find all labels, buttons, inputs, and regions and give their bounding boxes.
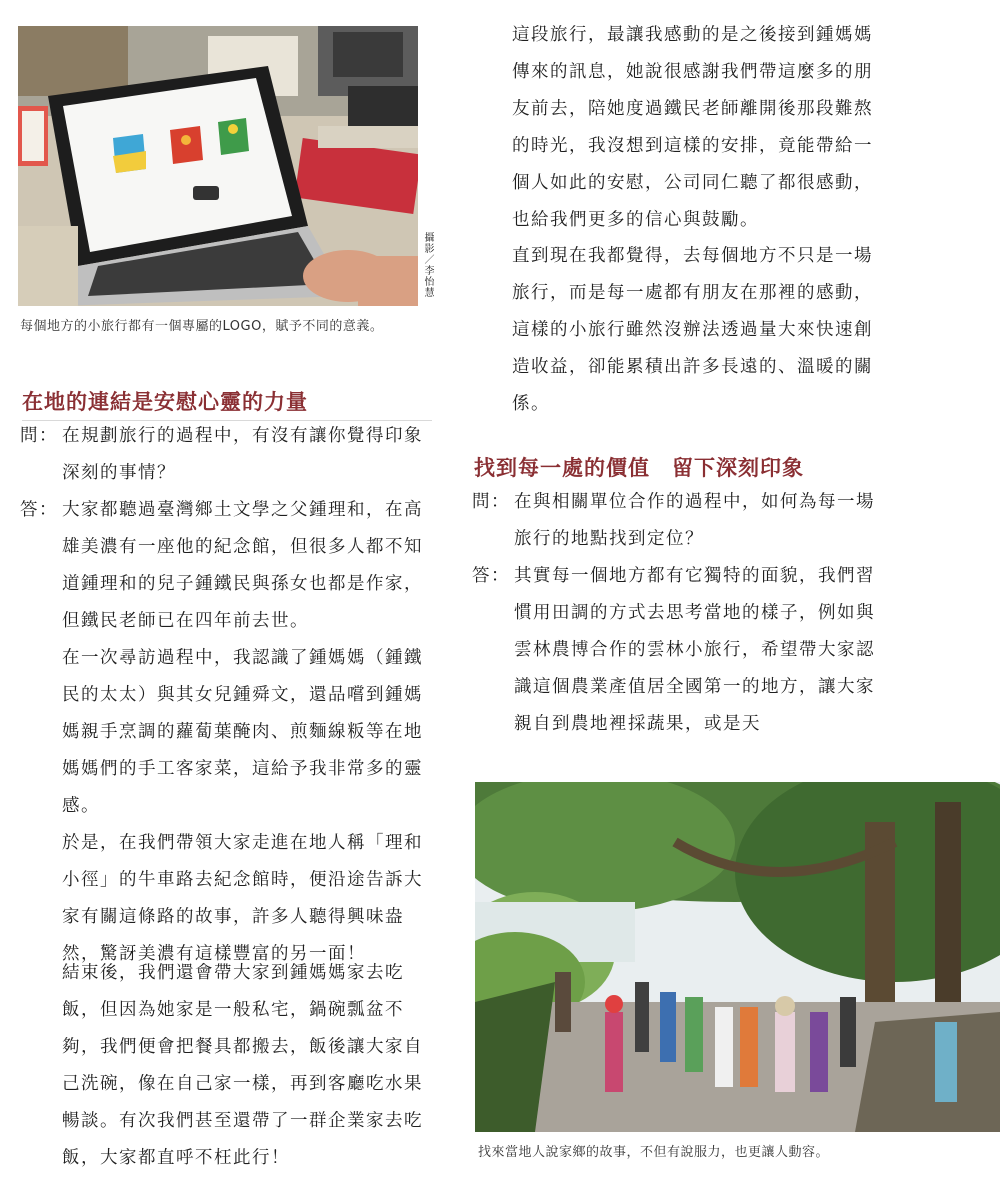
section-heading-local-connection: 在地的連結是安慰心靈的力量	[22, 389, 308, 414]
answer-text-2: 其實每一個地方都有它獨特的面貌，我們習慣用田調的方式去思考當地的樣子，例如與雲林農博合作的雲林小旅行，希望帶大家認識這個農業產值居全國第一的地方，讓大家親自到農地裡採蔬果，或是天	[514, 566, 875, 734]
answer-block-2	[472, 558, 882, 743]
answer-text: 大家都聽過臺灣鄉土文學之父鍾理和，在高雄美濃有一座他的紀念館，但很多人都不知道鍾理和的兒子鍾鐵民與孫女也都是作家，但鐵民老師已在四年前去世。	[62, 500, 423, 631]
photo-tour-group	[475, 782, 1000, 1132]
paragraph-lihe-trail: 於是，在我們帶領大家走進在地人稱「理和小徑」的牛車路去紀念館時，便沿途告訴大家有關這條路的故事，許多人聽得興味盎然，驚訝美濃有這樣豐富的另一面！	[62, 833, 423, 964]
question-label-2: 問：	[472, 492, 510, 512]
answer-label-2: 答：	[472, 566, 510, 586]
answer-block-1	[20, 492, 427, 640]
tour-group-illustration	[475, 782, 1000, 1132]
section-heading-finding-value: 找到每一處的價值 留下深刻印象	[474, 455, 804, 480]
photo-laptop-logos	[18, 26, 418, 306]
answer-label: 答：	[20, 500, 58, 520]
question-block-2	[472, 484, 882, 558]
question-block-1	[20, 418, 427, 492]
paragraph-dinner-visit: 結束後，我們還會帶大家到鍾媽媽家去吃飯，但因為她家是一般私宅，鍋碗瓢盆不夠，我們便會把餐具都搬去，飯後讓大家自己洗碗，像在自己家一樣，再到客廳吃水果暢談。有次我們甚至還帶了一群企業家去吃飯，大家都直呼不枉此行！	[62, 963, 423, 1168]
photo-caption-top: 每個地方的小旅行都有一個專屬的LOGO，賦予不同的意義。	[20, 319, 384, 334]
photo-caption-bottom: 找來當地人說家鄉的故事，不但有說服力，也更讓人動容。	[478, 1145, 830, 1160]
question-label: 問：	[20, 426, 58, 446]
laptop-illustration	[18, 26, 418, 306]
paragraph-meeting-mrs-chung: 在一次尋訪過程中，我認識了鍾媽媽（鍾鐵民的太太）與其女兒鍾舜文，還品嚐到鍾媽媽親手烹調的蘿蔔葉醃肉、煎麵線粄等在地媽媽們的手工客家菜，這給予我非常多的靈感。	[62, 648, 423, 816]
paragraph-lasting-relations: 直到現在我都覺得，去每個地方不只是一場旅行，而是每一處都有朋友在那裡的感動，這樣的小旅行雖然沒辦法透過量大來快速創造收益，卻能累積出許多長遠的、溫暖的關係。	[512, 246, 873, 414]
photo-credit: 攝影／李怡慧	[422, 232, 433, 298]
question-text-2: 在與相關單位合作的過程中，如何為每一場旅行的地點找到定位？	[514, 492, 875, 549]
question-text: 在規劃旅行的過程中，有沒有讓你覺得印象深刻的事情？	[62, 426, 423, 483]
paragraph-touching-message: 這段旅行，最讓我感動的是之後接到鍾媽媽傳來的訊息，她說很感謝我們帶這麼多的朋友前去，陪她度過鐵民老師離開後那段難熬的時光，我沒想到這樣的安排，竟能帶給一個人如此的安慰，公司同仁聽了都很感動，也給我們更多的信心與鼓勵。	[512, 25, 873, 230]
